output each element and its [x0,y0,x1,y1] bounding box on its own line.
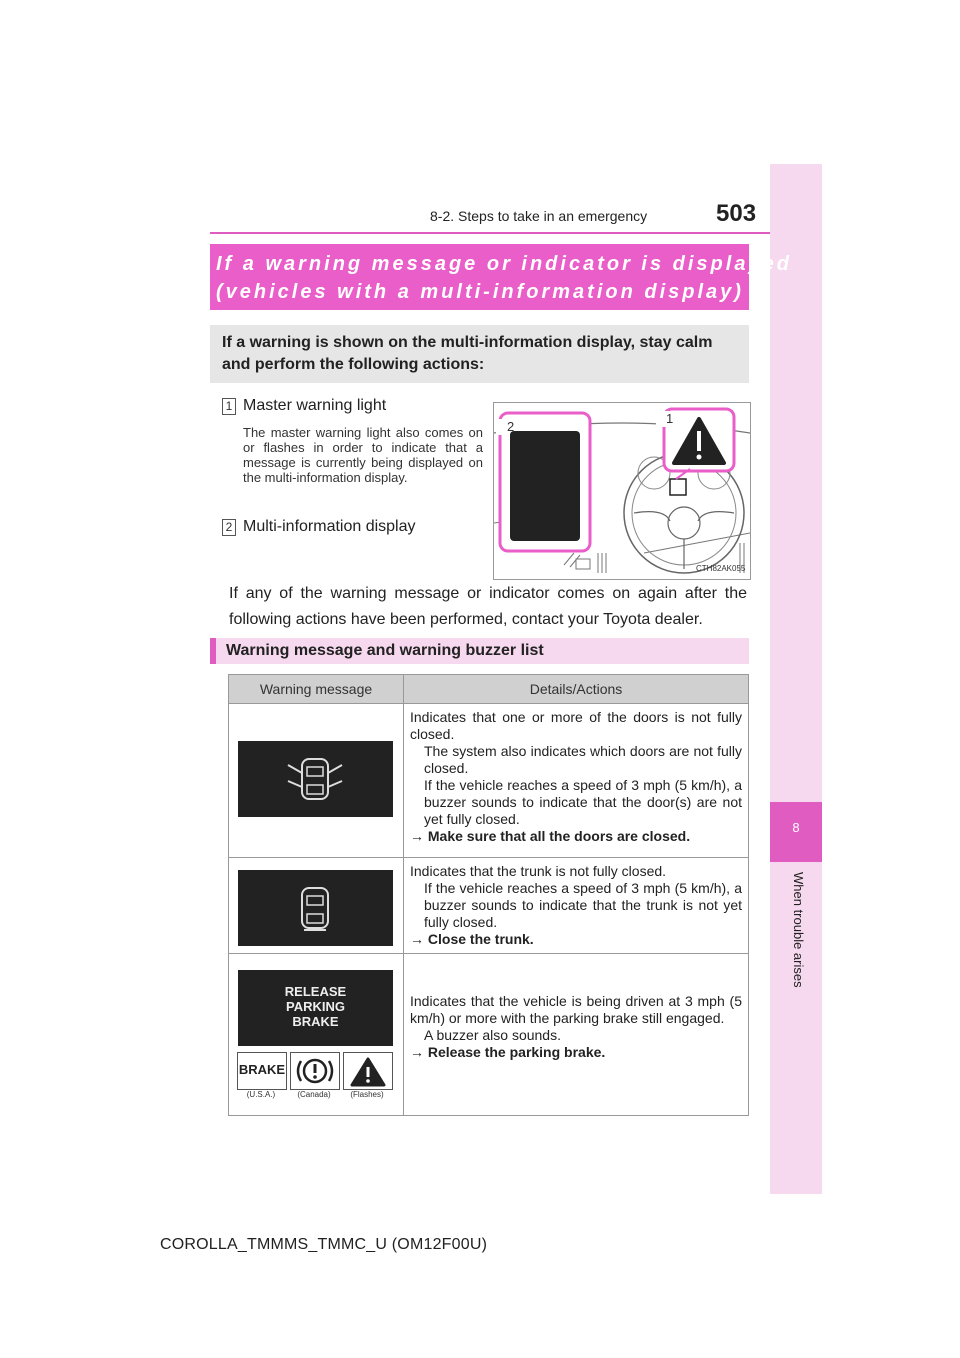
table-header-details-actions: Details/Actions [404,675,748,703]
chapter-number: 8 [792,820,800,835]
table-divider [229,703,748,704]
banner-title-line2: (vehicles with a multi-information display) [216,281,744,303]
illustration-code: CTH82AK055 [696,564,746,573]
item-label-master-warning-light: Master warning light [243,397,387,414]
dashboard-drawing [494,403,750,579]
row-trunk-main: Indicates that the trunk is not fully closed. [410,863,667,879]
door-open-message-screen [238,741,393,817]
row-trunk-action: → Close the trunk. [410,931,534,947]
parking-brake-screen-text [238,984,393,1029]
door-open-icon [238,741,393,817]
row-parking-brake-main: Indicates that the vehicle is being driven at 3 mph (5 km/h) or more with the parking brake still engaged. [410,993,742,1026]
document-footer: COROLLA_TMMMS_TMMC_U (OM12F00U) [160,1236,488,1253]
trunk-open-message-screen [238,870,393,946]
chapter-name [786,872,806,1002]
row-door-indent1: The system also indicates which doors are not fully closed. [424,743,742,776]
row-parking-brake-indent1: A buzzer also sounds. [424,1027,561,1043]
intro-text: If a warning is shown on the multi-information display, stay calm and perform the following actions: [222,334,713,373]
icon-caption-flashes: (Flashes) [350,1090,384,1099]
release-parking-brake-screen [238,970,393,1046]
item-number-1: 1 [222,398,236,415]
warning-triangle-icon [344,1053,392,1089]
row-parking-brake-details [410,993,742,1061]
chapter-name-text: When trouble arises [791,872,806,988]
brake-icon-text: BRAKE [238,1062,286,1077]
icon-caption-usa: (U.S.A.) [246,1090,276,1099]
trunk-open-icon [238,870,393,946]
side-tab-strip [770,164,822,1194]
icon-caption-canada: (Canada) [297,1090,331,1099]
brake-canada-indicator-icon [290,1052,340,1090]
master-warning-flashing-icon [343,1052,393,1090]
item-description-master-warning-light: The master warning light also comes on or flashes in order to indicate that a message is currently being displayed on the multi-information display. [243,425,483,485]
row-parking-brake-action: → Release the parking brake. [410,1044,606,1060]
table-header-warning-message: Warning message [229,675,404,703]
section-title: 8-2. Steps to take in an emergency [430,208,648,224]
subsection-title: Warning message and warning buzzer list [226,642,544,659]
table-divider [229,953,748,954]
brake-usa-indicator-icon [237,1052,287,1090]
row-door-main: Indicates that one or more of the doors is not fully closed. [410,709,742,742]
instruction-paragraph: If any of the warning message or indicator comes on again after the following actions have been performed, contact your Toyota dealer. [229,585,747,628]
page-number: 503 [716,200,757,227]
table-divider [229,857,748,858]
row-trunk-indent1: If the vehicle reaches a speed of 3 mph (5 km/h), a buzzer sounds to indicate that the trunk is not yet fully closed. [424,880,742,930]
row-door-details [410,709,742,845]
dashboard-illustration [493,402,751,580]
screen-text-line1: RELEASE [284,984,347,999]
item-number-2: 2 [222,519,236,536]
header-rule [210,232,822,234]
row-door-indent2: If the vehicle reaches a speed of 3 mph (5 km/h), a buzzer sounds to indicate that the door(s) are not yet fully closed. [424,777,742,827]
screen-text-line3: BRAKE [292,1014,339,1029]
circle-exclamation-icon [291,1053,339,1089]
screen-text-line2: PARKING [286,999,345,1014]
warning-message-table [228,674,749,1116]
table-column-divider [403,703,404,1115]
banner-title-line1: If a warning message or indicator is displayed [216,253,792,275]
callout-number-1: 1 [666,411,674,426]
row-door-action: → Make sure that all the doors are closed. [410,828,691,844]
row-trunk-details [410,863,742,948]
item-label-multi-information-display: Multi-information display [243,518,416,535]
callout-number-2: 2 [507,419,515,434]
